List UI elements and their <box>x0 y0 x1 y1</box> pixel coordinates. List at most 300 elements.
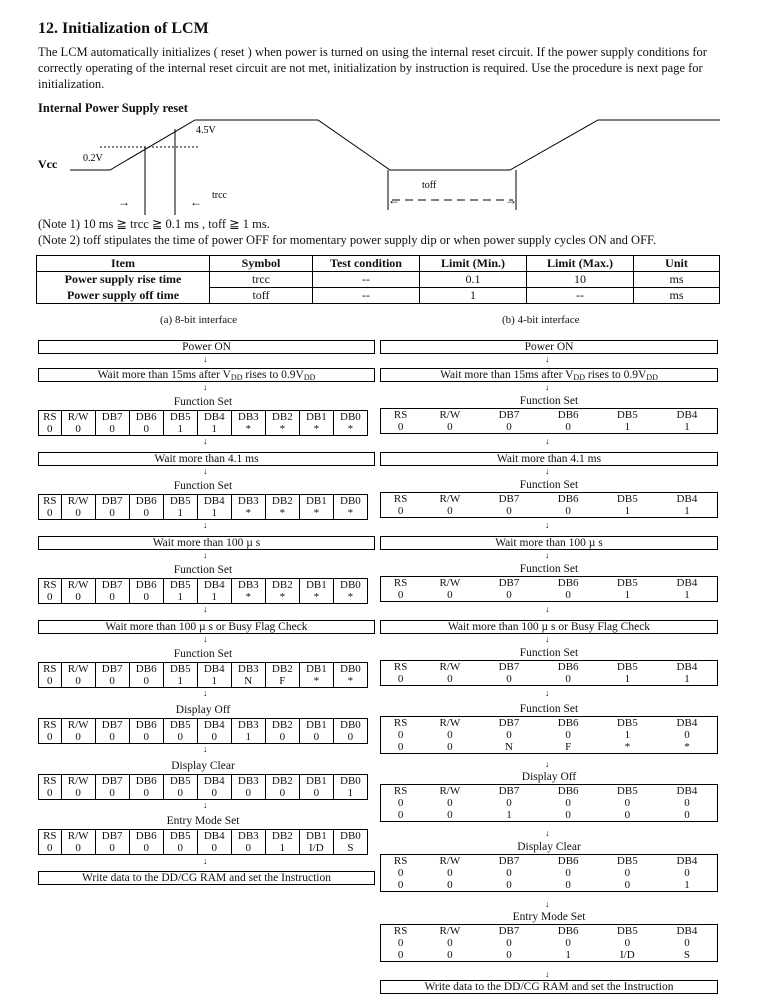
bit-value: 1 <box>624 504 631 517</box>
wait-box <box>38 368 375 382</box>
bit-header: DB2 <box>265 411 299 424</box>
cell-symbol: toff <box>210 288 313 304</box>
bit-header: DB0 <box>333 775 367 788</box>
bit-header: DB7 <box>498 784 520 797</box>
bit-value: 0 <box>197 787 231 800</box>
cell-test: -- <box>313 288 420 304</box>
bit-value: * <box>333 423 367 436</box>
vcc-waveform <box>70 120 720 170</box>
bit-value: 0 <box>506 866 512 879</box>
block-title: Entry Mode Set <box>166 815 240 827</box>
header-symbol: Symbol <box>210 256 313 272</box>
caption-8bit: (a) 8-bit interface <box>160 314 237 326</box>
bit-value: 0 <box>447 866 453 879</box>
bit-header: R/W <box>61 411 95 424</box>
bit-header: DB4 <box>676 924 698 937</box>
bit-header: DB5 <box>163 579 197 592</box>
bit-value: 1 <box>684 672 690 685</box>
header-unit: Unit <box>634 256 720 272</box>
block-title: Display Clear <box>171 760 235 772</box>
bit-value: 0 <box>565 672 571 685</box>
bit-header: R/W <box>439 854 461 867</box>
bit-header: DB6 <box>557 408 579 421</box>
bits-table-4 <box>380 660 718 686</box>
bit-value: 0 <box>95 675 129 688</box>
bit-header: DB6 <box>129 830 163 843</box>
bit-value: * <box>684 740 690 753</box>
down-arrow-icon: ↓ <box>203 688 208 698</box>
down-arrow-icon: ↓ <box>545 899 550 909</box>
bit-value: 0 <box>684 796 690 809</box>
bit-header: R/W <box>439 492 461 505</box>
down-arrow-icon: ↓ <box>545 759 550 769</box>
bit-value: 0 <box>397 866 404 879</box>
bit-value: 0 <box>397 948 404 961</box>
cell-test: -- <box>313 272 420 288</box>
bit-header: DB0 <box>333 579 367 592</box>
bit-header: DB1 <box>299 495 333 508</box>
block-title: Function Set <box>173 396 233 408</box>
bit-value: 0 <box>447 878 453 891</box>
wait-text-part: Wait more than 15ms after V <box>97 369 231 381</box>
bit-value: 1 <box>624 728 631 741</box>
bit-value: 1 <box>197 675 231 688</box>
bit-value: 0 <box>624 936 631 949</box>
bit-value: 0 <box>231 842 265 855</box>
bit-header: R/W <box>61 830 95 843</box>
bit-value: 0 <box>95 591 129 604</box>
bits-table-8 <box>38 578 368 604</box>
bit-header: DB6 <box>557 660 579 673</box>
wait-box: Wait more than 100 µ s or Busy Flag Check <box>38 620 375 634</box>
bit-value: 0 <box>506 420 512 433</box>
bit-header: DB5 <box>163 719 197 732</box>
bit-header: DB5 <box>616 492 638 505</box>
bit-value: 0 <box>624 796 631 809</box>
spec-table <box>36 255 720 304</box>
bit-header: DB6 <box>129 495 163 508</box>
vcc-label: Vcc <box>38 157 58 171</box>
bit-value: 0 <box>39 787 62 800</box>
block-title: Function Set <box>173 648 233 660</box>
block-title: Display Off <box>521 771 577 783</box>
bit-value: 1 <box>333 787 367 800</box>
bit-value: 1 <box>197 507 231 520</box>
bit-value: 0 <box>447 948 453 961</box>
down-arrow-icon: ↓ <box>203 800 208 810</box>
bit-header: DB1 <box>299 775 333 788</box>
bits-table-4 <box>380 492 718 518</box>
bit-value: 0 <box>95 731 129 744</box>
bit-value: 1 <box>163 591 197 604</box>
cell-min: 1 <box>420 288 527 304</box>
note-2: (Note 2) toff stipulates the time of power OFF for momentary power supply dip or when power supply cycles ON and OFF. <box>38 233 657 247</box>
bit-header: R/W <box>439 716 461 729</box>
bit-header: DB5 <box>616 924 638 937</box>
bit-value: 0 <box>506 878 512 891</box>
toff-label: toff <box>422 180 437 191</box>
down-arrow-icon: ↓ <box>545 436 550 446</box>
bit-header: DB7 <box>498 854 520 867</box>
bit-value: 0 <box>565 866 571 879</box>
bit-value: 0 <box>129 731 163 744</box>
bit-value: 0 <box>565 420 571 433</box>
bit-value: 0 <box>333 731 367 744</box>
bit-value: 0 <box>684 808 690 821</box>
bit-value: 0 <box>163 842 197 855</box>
bit-value: * <box>231 591 265 604</box>
bit-value: 0 <box>231 787 265 800</box>
bit-header: R/W <box>61 495 95 508</box>
bit-value: 0 <box>163 731 197 744</box>
bit-value: * <box>299 675 333 688</box>
bit-header: DB4 <box>676 408 698 421</box>
wait-text-part: rises to 0.9V <box>584 369 647 381</box>
down-arrow-icon: ↓ <box>545 828 550 838</box>
bit-header: DB6 <box>129 411 163 424</box>
bit-header: RS <box>39 830 62 843</box>
cell-unit: ms <box>634 288 720 304</box>
bit-value: 0 <box>397 588 404 601</box>
bit-value: 0 <box>61 591 95 604</box>
block-title: Display Off <box>175 704 231 716</box>
bit-header: DB6 <box>129 719 163 732</box>
bit-value: 0 <box>397 936 404 949</box>
bit-value: 0 <box>624 866 631 879</box>
bit-value: 1 <box>624 420 631 433</box>
final-box: Write data to the DD/CG RAM and set the Instruction <box>38 871 375 885</box>
bit-value: S <box>333 842 367 855</box>
bit-header: DB7 <box>95 830 129 843</box>
bit-header: DB5 <box>616 784 638 797</box>
cell-min: 0.1 <box>420 272 527 288</box>
bit-header: RS <box>393 924 408 937</box>
bit-header: DB7 <box>498 716 520 729</box>
bit-header: RS <box>39 411 62 424</box>
cell-unit: ms <box>634 272 720 288</box>
bits-table-8 <box>38 494 368 520</box>
block-title: Function Set <box>173 564 233 576</box>
wait-box: Wait more than 100 µ s <box>380 536 718 550</box>
bit-value: 0 <box>506 728 512 741</box>
bit-header: R/W <box>439 408 461 421</box>
bit-header: RS <box>393 660 408 673</box>
bit-header: DB4 <box>676 576 698 589</box>
cell-max: 10 <box>527 272 634 288</box>
arrow-left-icon: ← <box>190 195 202 209</box>
bit-value: * <box>231 507 265 520</box>
wait-text-part: DD <box>303 373 316 382</box>
bit-value: * <box>299 423 333 436</box>
bit-header: DB3 <box>231 411 265 424</box>
bit-header: DB6 <box>557 924 579 937</box>
bit-value: 0 <box>61 731 95 744</box>
bit-header: DB7 <box>95 495 129 508</box>
bit-value: 0 <box>39 591 62 604</box>
bits-table-8 <box>38 774 368 800</box>
bit-header: DB6 <box>557 716 579 729</box>
block-title: Function Set <box>519 703 579 715</box>
bit-header: DB4 <box>676 784 698 797</box>
final-box: Write data to the DD/CG RAM and set the Instruction <box>380 980 718 994</box>
down-arrow-icon: ↓ <box>203 354 208 364</box>
power-waveform-diagram <box>0 115 763 220</box>
bit-header: DB5 <box>163 830 197 843</box>
bit-header: DB5 <box>616 408 638 421</box>
bit-header: R/W <box>61 719 95 732</box>
bit-value: 0 <box>61 507 95 520</box>
power-on-box: Power ON <box>38 340 375 354</box>
bit-header: RS <box>39 495 62 508</box>
bit-value: 1 <box>197 591 231 604</box>
down-arrow-icon: ↓ <box>203 744 208 754</box>
bit-header: DB2 <box>265 830 299 843</box>
bit-value: 0 <box>565 728 571 741</box>
bit-header: DB2 <box>265 719 299 732</box>
wait-text-part: Wait more than 15ms after V <box>440 369 574 381</box>
bit-header: DB4 <box>197 579 231 592</box>
bit-value: * <box>265 507 299 520</box>
bit-header: R/W <box>61 663 95 676</box>
bit-header: DB1 <box>299 830 333 843</box>
bit-header: DB5 <box>616 660 638 673</box>
bit-value: 0 <box>506 588 512 601</box>
bit-header: DB6 <box>129 663 163 676</box>
bit-value: 0 <box>565 808 571 821</box>
bit-value: 0 <box>95 423 129 436</box>
bit-value: 1 <box>163 507 197 520</box>
header-item: Item <box>37 256 210 272</box>
bit-header: DB4 <box>676 660 698 673</box>
wait-box: Wait more than 100 µ s <box>38 536 375 550</box>
down-arrow-icon: ↓ <box>545 634 550 644</box>
bit-header: DB3 <box>231 830 265 843</box>
bit-value: 0 <box>624 878 631 891</box>
bit-value: 0 <box>129 507 163 520</box>
bit-value: 0 <box>129 675 163 688</box>
bit-value: 0 <box>684 936 690 949</box>
bit-value: 0 <box>39 423 62 436</box>
bit-header: DB7 <box>498 492 520 505</box>
bit-header: RS <box>39 579 62 592</box>
bit-header: R/W <box>61 579 95 592</box>
down-arrow-icon: ↓ <box>203 520 208 530</box>
bit-value: I/D <box>299 842 333 855</box>
bit-value: 0 <box>95 842 129 855</box>
wait-box <box>380 368 718 382</box>
bit-header: DB7 <box>95 719 129 732</box>
bit-value: 0 <box>506 936 512 949</box>
bit-value: N <box>231 675 265 688</box>
bit-header: RS <box>39 663 62 676</box>
bit-value: 0 <box>447 420 453 433</box>
note-1: (Note 1) 10 ms ≧ trcc ≧ 0.1 ms , toff ≧ 1 ms. <box>38 217 270 231</box>
bits-table-4 <box>380 924 718 962</box>
bit-header: DB0 <box>333 830 367 843</box>
bit-header: DB6 <box>557 492 579 505</box>
bit-value: * <box>299 591 333 604</box>
bit-value: 1 <box>624 672 631 685</box>
bit-value: 0 <box>61 842 95 855</box>
bits-table-8 <box>38 718 368 744</box>
bit-value: 0 <box>506 672 512 685</box>
bit-value: 0 <box>565 878 571 891</box>
bit-value: 0 <box>397 808 404 821</box>
bit-value: 1 <box>506 808 512 821</box>
block-title: Function Set <box>519 563 579 575</box>
bit-value: 0 <box>61 675 95 688</box>
bit-header: DB6 <box>129 579 163 592</box>
bit-header: DB4 <box>676 492 698 505</box>
bit-header: R/W <box>61 775 95 788</box>
down-arrow-icon: ↓ <box>545 969 550 979</box>
cell-item: Power supply rise time <box>64 272 182 287</box>
cell-symbol: trcc <box>210 272 313 288</box>
bit-value: 0 <box>61 423 95 436</box>
bit-header: DB5 <box>616 716 638 729</box>
bit-header: DB4 <box>197 719 231 732</box>
bit-header: DB1 <box>299 579 333 592</box>
cell-max: -- <box>527 288 634 304</box>
wait-text-part: DD <box>573 373 585 382</box>
bit-header: DB0 <box>333 663 367 676</box>
bit-value: 0 <box>624 808 631 821</box>
bit-value: * <box>333 675 367 688</box>
bit-header: DB2 <box>265 579 299 592</box>
block-title: Function Set <box>173 480 233 492</box>
down-arrow-icon: ↓ <box>203 466 208 476</box>
bit-value: 1 <box>163 423 197 436</box>
bit-value: 1 <box>684 588 690 601</box>
table-row <box>37 288 720 304</box>
wait-text-part: DD <box>230 373 243 382</box>
bit-value: 0 <box>684 728 690 741</box>
wait-box: Wait more than 4.1 ms <box>380 452 718 466</box>
bit-value: F <box>565 740 572 753</box>
block-title: Function Set <box>519 479 579 491</box>
bit-value: 0 <box>397 420 404 433</box>
bit-header: DB6 <box>557 784 579 797</box>
down-arrow-icon: ↓ <box>545 382 550 392</box>
bit-header: DB4 <box>676 716 698 729</box>
bit-header: RS <box>393 716 408 729</box>
bit-header: DB4 <box>197 495 231 508</box>
section-title: 12. Initialization of LCM <box>38 20 209 37</box>
bit-header: RS <box>39 775 62 788</box>
down-arrow-icon: ↓ <box>545 550 550 560</box>
bit-value: 0 <box>447 728 453 741</box>
wait-box: Wait more than 100 µ s or Busy Flag Check <box>380 620 718 634</box>
bit-header: DB3 <box>231 579 265 592</box>
cell-item: Power supply off time <box>66 287 180 302</box>
bit-value: 0 <box>129 591 163 604</box>
bit-value: 0 <box>684 866 690 879</box>
bit-header: DB5 <box>163 775 197 788</box>
bit-value: 1 <box>684 878 690 891</box>
down-arrow-icon: ↓ <box>203 634 208 644</box>
wait-box: Wait more than 4.1 ms <box>38 452 375 466</box>
bit-value: 0 <box>39 731 62 744</box>
header-max: Limit (Max.) <box>527 256 634 272</box>
down-arrow-icon: ↓ <box>203 856 208 866</box>
bit-header: DB7 <box>498 924 520 937</box>
bit-value: 0 <box>447 740 453 753</box>
bit-header: DB5 <box>163 495 197 508</box>
bit-value: 0 <box>565 796 571 809</box>
bit-value: 1 <box>231 731 265 744</box>
svg-text:→: → <box>505 193 517 207</box>
spec-header-row <box>37 256 720 272</box>
bit-header: RS <box>393 492 408 505</box>
bit-value: 0 <box>299 731 333 744</box>
trcc-label: trcc <box>212 190 227 201</box>
bit-value: * <box>624 740 631 753</box>
bit-header: DB0 <box>333 719 367 732</box>
bits-table-8 <box>38 662 368 688</box>
bits-table-4 <box>380 784 718 822</box>
bits-table-4 <box>380 854 718 892</box>
down-arrow-icon: ↓ <box>545 688 550 698</box>
bit-value: 0 <box>39 675 62 688</box>
down-arrow-icon: ↓ <box>545 354 550 364</box>
bit-value: 1 <box>163 675 197 688</box>
bit-header: DB7 <box>95 411 129 424</box>
bit-header: DB1 <box>299 719 333 732</box>
power-on-box: Power ON <box>380 340 718 354</box>
bit-value: 0 <box>447 672 453 685</box>
bit-header: DB3 <box>231 719 265 732</box>
bit-value: 0 <box>397 878 404 891</box>
bit-value: 0 <box>506 504 512 517</box>
svg-text:←: ← <box>388 193 400 207</box>
bit-header: DB3 <box>231 495 265 508</box>
bit-value: 0 <box>129 842 163 855</box>
bit-value: 0 <box>129 423 163 436</box>
bit-value: * <box>265 591 299 604</box>
bit-header: DB7 <box>95 663 129 676</box>
arrow-right-icon: → <box>118 195 130 209</box>
bit-value: 1 <box>265 842 299 855</box>
bit-value: 0 <box>197 842 231 855</box>
down-arrow-icon: ↓ <box>203 436 208 446</box>
bit-value: 1 <box>684 504 690 517</box>
block-title: Function Set <box>519 395 579 407</box>
bit-header: R/W <box>439 784 461 797</box>
bit-header: DB0 <box>333 411 367 424</box>
bit-header: DB2 <box>265 663 299 676</box>
bit-value: * <box>231 423 265 436</box>
bit-header: DB5 <box>163 411 197 424</box>
bits-table-8 <box>38 410 368 436</box>
bit-value: I/D <box>619 948 635 961</box>
bit-value: 0 <box>506 796 512 809</box>
bit-value: 0 <box>39 842 62 855</box>
bit-value: 0 <box>565 504 571 517</box>
bit-header: DB1 <box>299 663 333 676</box>
wait-text-part: DD <box>646 373 658 382</box>
bit-header: DB4 <box>197 411 231 424</box>
bit-header: DB6 <box>557 854 579 867</box>
bit-header: R/W <box>439 660 461 673</box>
bit-value: * <box>333 591 367 604</box>
bit-value: 0 <box>397 796 404 809</box>
bit-value: 0 <box>447 504 453 517</box>
bit-header: DB6 <box>129 775 163 788</box>
bit-header: DB7 <box>95 579 129 592</box>
bit-header: RS <box>393 576 408 589</box>
bit-header: DB5 <box>616 576 638 589</box>
bit-header: R/W <box>439 924 461 937</box>
